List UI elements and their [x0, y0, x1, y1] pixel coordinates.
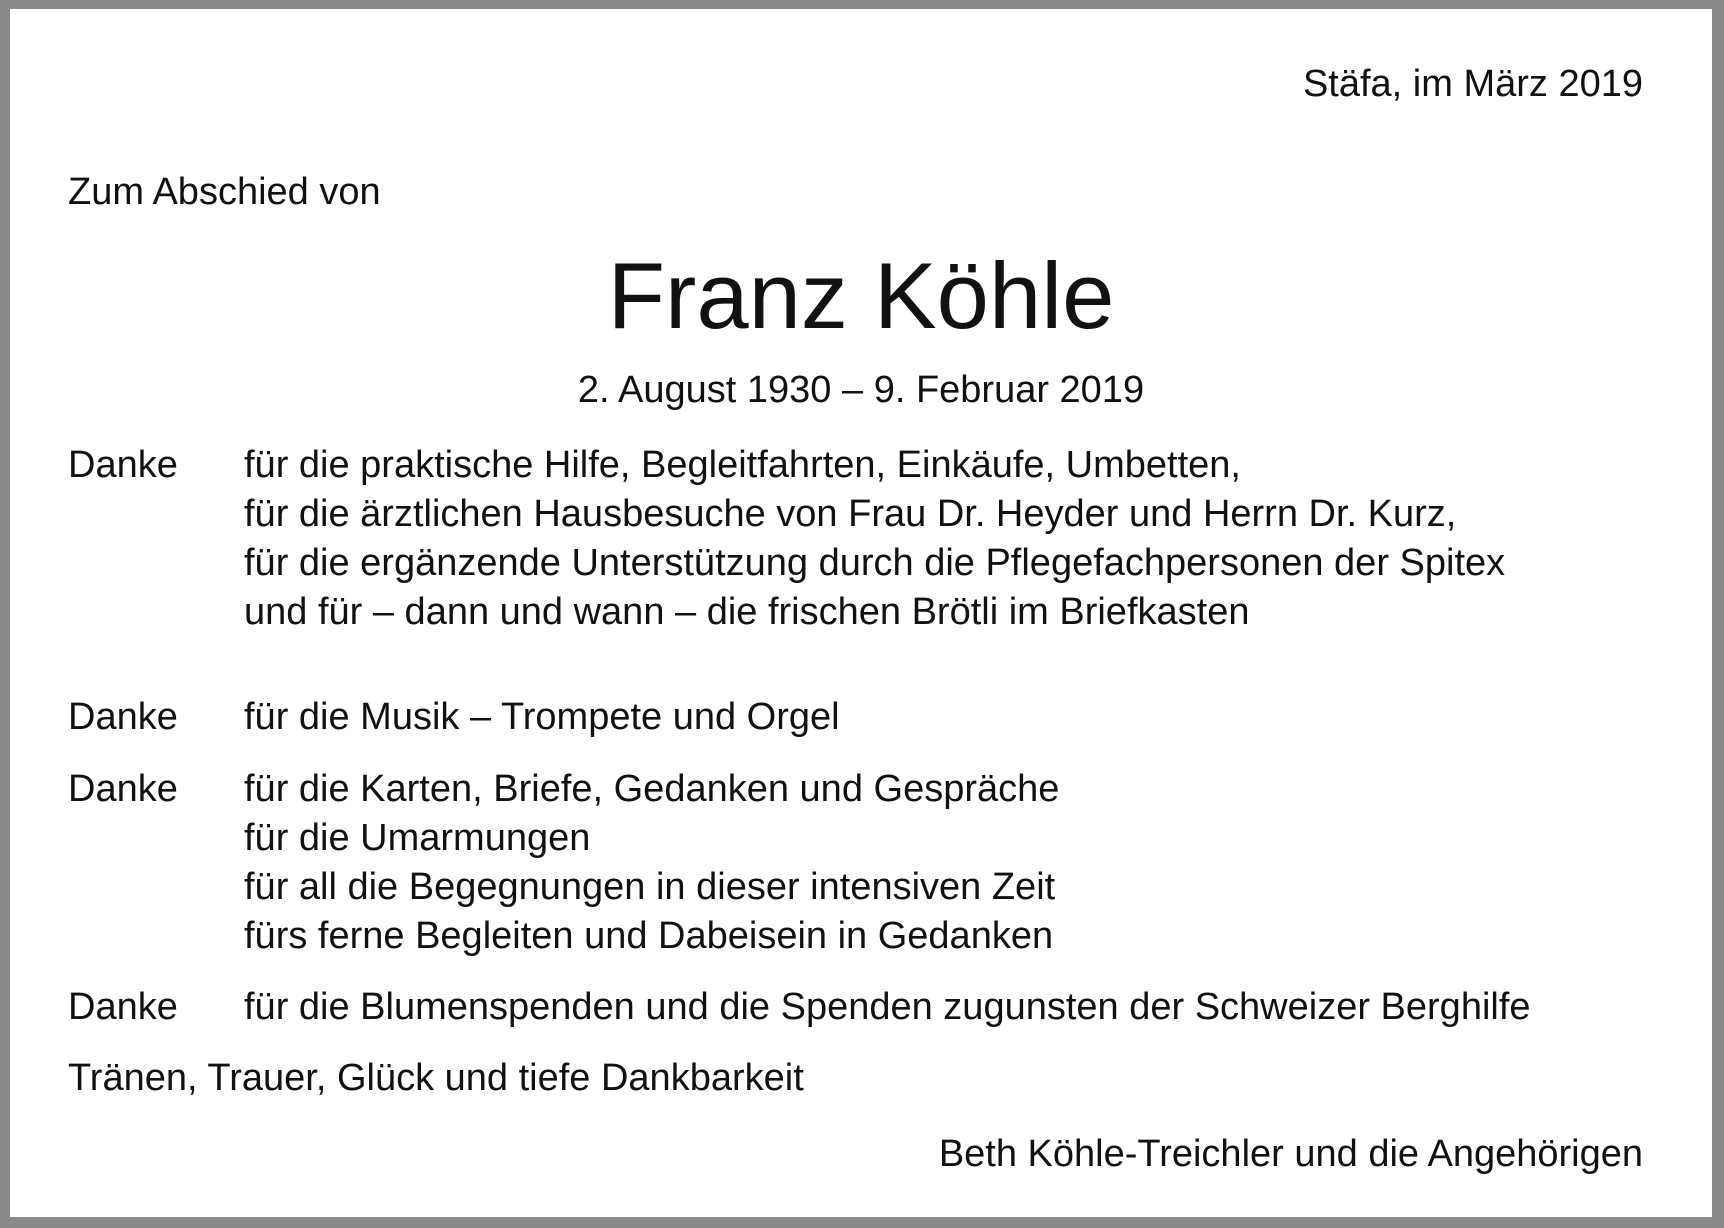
thanks-line: für die Blumenspenden und die Spenden zugunsten der Schweizer Berghilfe [244, 986, 1531, 1028]
thanks-line: für die Musik – Trompete und Orgel [244, 696, 840, 738]
thanks-label: Danke [68, 986, 178, 1028]
thanks-lines [244, 441, 1505, 637]
thanks-line: für die Karten, Briefe, Gedanken und Gespräche [244, 768, 1060, 810]
thanks-line: für die praktische Hilfe, Begleitfahrten, Einkäufe, Umbetten, [244, 444, 1241, 486]
closing-line: Tränen, Trauer, Glück und tiefe Dankbarkeit [68, 1057, 804, 1099]
thanks-label: Danke [68, 768, 178, 810]
thanks-lines [244, 765, 1059, 961]
life-dates: 2. August 1930 – 9. Februar 2019 [577, 369, 1145, 411]
deceased-name: Franz Köhle [607, 243, 1115, 348]
thanks-line: für die ärztlichen Hausbesuche von Frau Dr. Heyder und Herrn Dr. Kurz, [244, 493, 1457, 535]
farewell-intro: Zum Abschied von [68, 171, 381, 213]
thanks-line: und für – dann und wann – die frischen Brötli im Briefkasten [244, 591, 1250, 633]
thanks-lines [244, 693, 840, 742]
thanks-line: für all die Begegnungen in dieser intensiven Zeit [244, 866, 1056, 908]
thanks-label: Danke [68, 696, 178, 738]
thanks-line: für die ergänzende Unterstützung durch die Pflegefachpersonen der Spitex [244, 542, 1506, 584]
obituary-notice [10, 9, 1712, 1217]
thanks-line: für die Umarmungen [244, 817, 591, 859]
place-date: Stäfa, im März 2019 [1302, 63, 1643, 105]
thanks-line: fürs ferne Begleiten und Dabeisein in Gedanken [244, 915, 1054, 957]
thanks-label: Danke [68, 444, 178, 486]
thanks-lines [244, 983, 1531, 1032]
signature: Beth Köhle-Treichler und die Angehörigen [938, 1133, 1643, 1175]
